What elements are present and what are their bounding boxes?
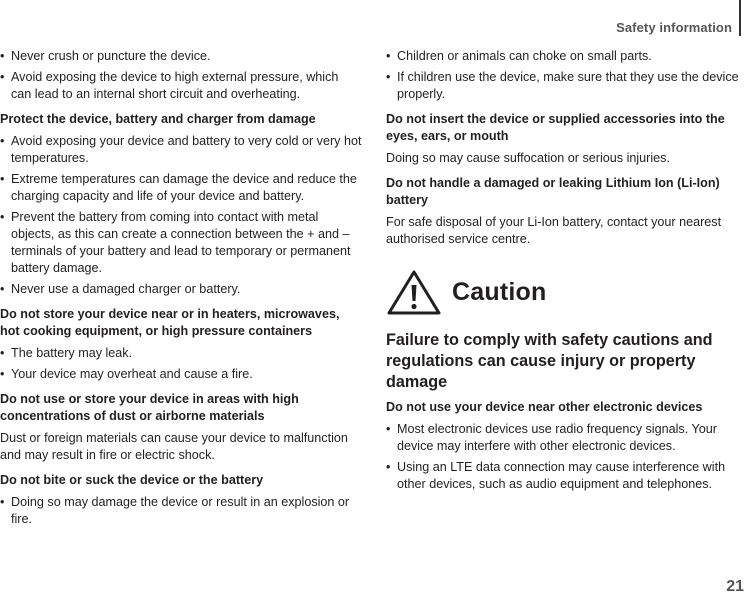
section-heading-bite: Do not bite or suck the device or the battery (0, 473, 264, 487)
leaking-paragraph: For safe disposal of your Li-Ion battery, contact your nearest authorised service centre. (386, 215, 722, 246)
bite-bullet-list (0, 494, 362, 528)
section-heading-near: Do not use your device near other electronic devices (386, 400, 703, 414)
left-column (0, 48, 362, 536)
list-item: • Children or animals can choke on small parts. (386, 48, 742, 65)
list-item: • Your device may overheat and cause a fire. (0, 366, 362, 383)
page-number: 21 (726, 578, 744, 595)
insert-paragraph: Doing so may cause suffocation or serious injuries. (386, 151, 670, 165)
list-item: • The battery may leak. (0, 345, 362, 362)
section-heading-leaking: Do not handle a damaged or leaking Lithium Ion (Li-Ion) battery (386, 176, 720, 207)
section-heading-insert: Do not insert the device or supplied accessories into the eyes, ears, or mouth (386, 112, 725, 143)
page-header-title: Safety information (616, 20, 732, 35)
section-heading-protect: Protect the device, battery and charger from damage (0, 112, 316, 126)
list-item: • Doing so may damage the device or result in an explosion or fire. (0, 494, 362, 528)
protect-bullet-list (0, 133, 362, 298)
near-bullet-list (386, 421, 742, 493)
failure-heading: Failure to comply with safety cautions and regulations can cause injury or property damage (386, 331, 713, 391)
list-item: • Never crush or puncture the device. (0, 48, 362, 65)
list-item: • Using an LTE data connection may cause interference with other devices, such as audio equipment and telephones. (386, 459, 742, 493)
caution-title: Caution (452, 277, 547, 306)
warning-triangle-icon (386, 268, 442, 316)
dust-paragraph: Dust or foreign materials can cause your device to malfunction and may result in fire or electric shock. (0, 431, 348, 462)
list-item: • Avoid exposing your device and battery to very cold or very hot temperatures. (0, 133, 362, 167)
section-heading-store: Do not store your device near or in heaters, microwaves, hot cooking equipment, or high pressure containers (0, 307, 340, 338)
list-item: • Extreme temperatures can damage the device and reduce the charging capacity and life of your device and battery. (0, 171, 362, 205)
children-bullet-list (386, 48, 742, 103)
list-item: • Never use a damaged charger or battery. (0, 281, 362, 298)
section-heading-dust: Do not use or store your device in areas with high concentrations of dust or airborne materials (0, 392, 299, 423)
intro-bullet-list (0, 48, 362, 103)
right-column (386, 48, 742, 501)
store-bullet-list (0, 345, 362, 383)
header-divider (739, 0, 741, 36)
caution-banner (386, 268, 742, 316)
list-item: • If children use the device, make sure that they use the device properly. (386, 69, 742, 103)
list-item: • Avoid exposing the device to high external pressure, which can lead to an internal short circuit and overheating. (0, 69, 362, 103)
list-item: • Most electronic devices use radio frequency signals. Your device may interfere with other electronic devices. (386, 421, 742, 455)
list-item: • Prevent the battery from coming into contact with metal objects, as this can create a connection between the + and – terminals of your battery and lead to temporary or permanent battery damage. (0, 209, 362, 277)
